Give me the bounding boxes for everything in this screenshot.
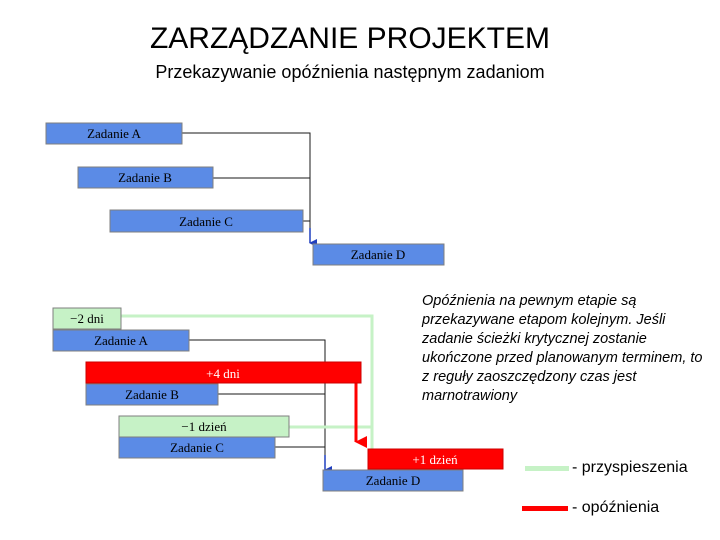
legend-acceleration-swatch [525,466,569,471]
bottom-task-d [323,470,463,491]
adjustment-d-bar [368,449,503,469]
page-subtitle: Przekazywanie opóźnienia następnym zadaniom [155,62,545,82]
adjustment-b-label: +4 dni [206,366,240,381]
top-task-c-label: Zadanie C [179,214,233,229]
explanation-note: Opóźnienia na pewnym etapie są przekazywane etapom kolejnym. Jeśli zadanie ścieżki krytycznej zostanie ukończone przed planowanym terminem, to z reguły zaoszczędzony czas jest marnotrawiony [422,293,703,404]
page-title: ZARZĄDZANIE PROJEKTEM [149,22,551,55]
bottom-task-a [53,330,189,351]
top-task-a-label: Zadanie A [87,126,141,141]
bottom-task-c [119,437,275,458]
top-task-c [110,210,303,232]
top-task-d-label: Zadanie D [350,247,406,262]
adjustment-b-bar [86,362,361,383]
top-task-a [46,123,182,144]
adjustment-a-bar [53,308,121,329]
adjustment-d-label: +1 dzień [412,452,458,467]
legend-delay-swatch [522,506,568,511]
legend-delay-label: - opóźnienia [572,499,660,516]
adjustment-c-bar [119,416,289,437]
top-task-d [313,244,444,265]
top-task-b-label: Zadanie B [118,170,172,185]
bottom-task-a-label: Zadanie A [94,333,148,348]
top-task-b [78,167,213,188]
adjustment-c-label: −1 dzień [181,419,227,434]
bottom-task-b [86,384,218,405]
bottom-task-b-label: Zadanie B [125,387,179,402]
adjustment-a-label: −2 dni [70,311,104,326]
legend-acceleration-label: - przyspieszenia [572,459,688,476]
bottom-task-c-label: Zadanie C [170,440,224,455]
bottom-task-d-label: Zadanie D [365,473,421,488]
